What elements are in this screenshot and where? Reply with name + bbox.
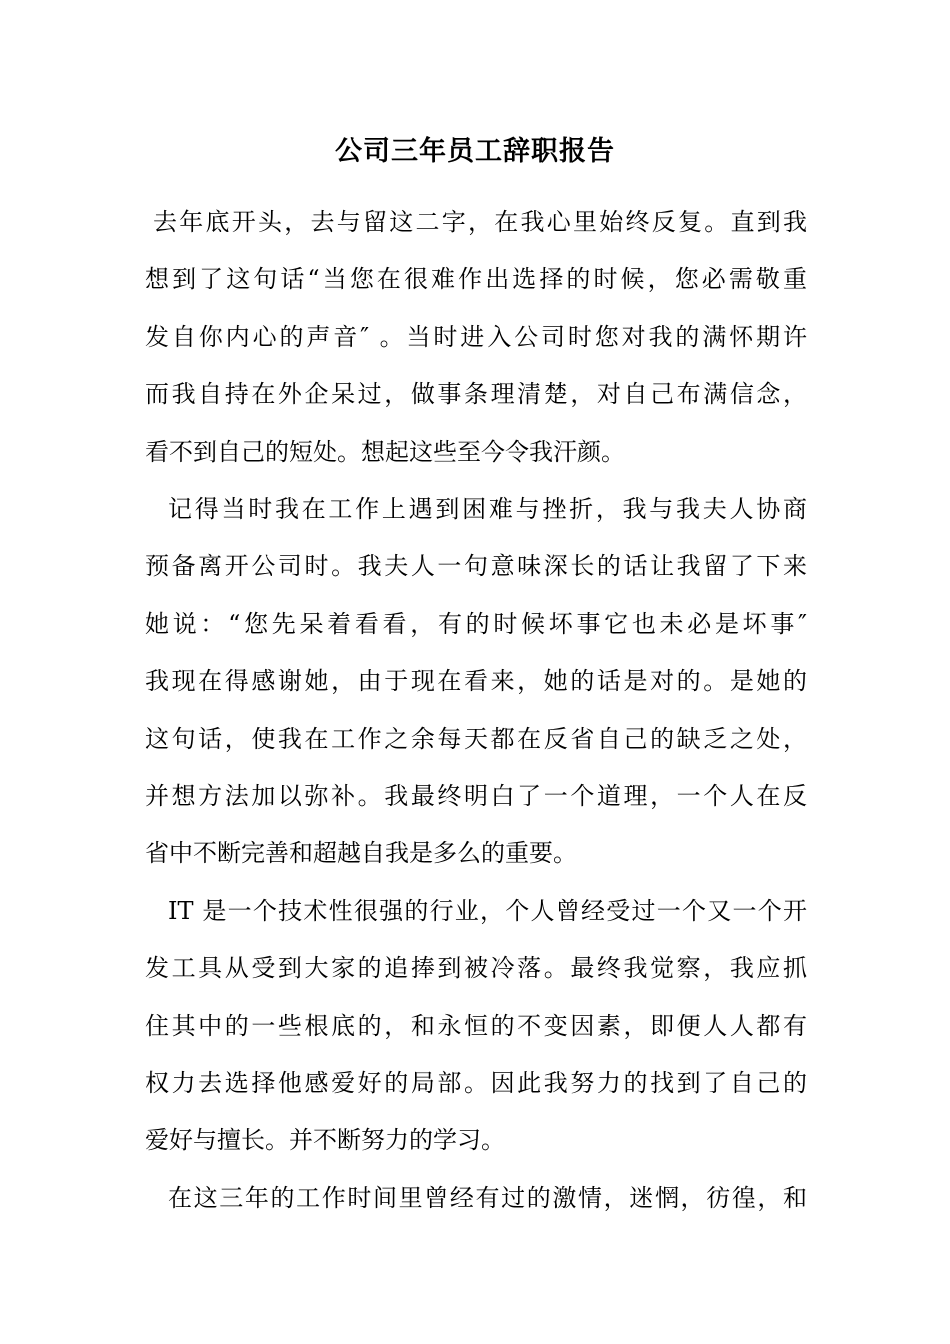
paragraph-line: 看不到自己的短处。想起这些至今令我汗颜。 — [145, 438, 625, 466]
paragraph-line: 权力去选择他感爱好的局部。因此我努力的找到了自己的 — [145, 1069, 807, 1097]
paragraph-line: 我现在得感谢她，由于现在看来，她的话是对的。是她的 — [145, 667, 807, 695]
paragraph-line: 省中不断完善和超越自我是多么的重要。 — [145, 839, 577, 867]
document-title: 公司三年员工辞职报告 — [335, 136, 615, 167]
paragraph-line: 预备离开公司时。我夫人一句意味深长的话让我留了下来 — [145, 552, 807, 580]
paragraph-line: IT 是一个技术性很强的行业，个人曾经受过一个又一个开 — [168, 897, 807, 925]
paragraph-line: 爱好与擅长。并不断努力的学习。 — [145, 1126, 505, 1154]
paragraph-line: 去年底开头，去与留这二字，在我心里始终反复。直到我 — [153, 208, 807, 236]
paragraph-line: 发自你内心的声音″ 。当时进入公司时您对我的满怀期许 — [145, 323, 807, 351]
paragraph-line: 她说：“您先呆着看看，有的时候坏事它也未必是坏事″ — [145, 610, 807, 638]
paragraph-line: 发工具从受到大家的追捧到被冷落。最终我觉察，我应抓 — [145, 954, 807, 982]
paragraph-line: 住其中的一些根底的，和永恒的不变因素，即便人人都有 — [145, 1012, 807, 1040]
paragraph-line: 并想方法加以弥补。我最终明白了一个道理，一个人在反 — [145, 782, 807, 810]
paragraph-line: 这句话，使我在工作之余每天都在反省自己的缺乏之处， — [145, 725, 807, 753]
paragraph-line: 记得当时我在工作上遇到困难与挫折，我与我夫人协商 — [168, 495, 807, 523]
paragraph-line: 在这三年的工作时间里曾经有过的激情，迷惘，彷徨，和 — [168, 1184, 807, 1212]
paragraph-line: 而我自持在外企呆过，做事条理清楚，对自己布满信念， — [145, 380, 807, 408]
paragraph-line: 想到了这句话“当您在很难作出选择的时候，您必需敬重 — [145, 265, 807, 293]
